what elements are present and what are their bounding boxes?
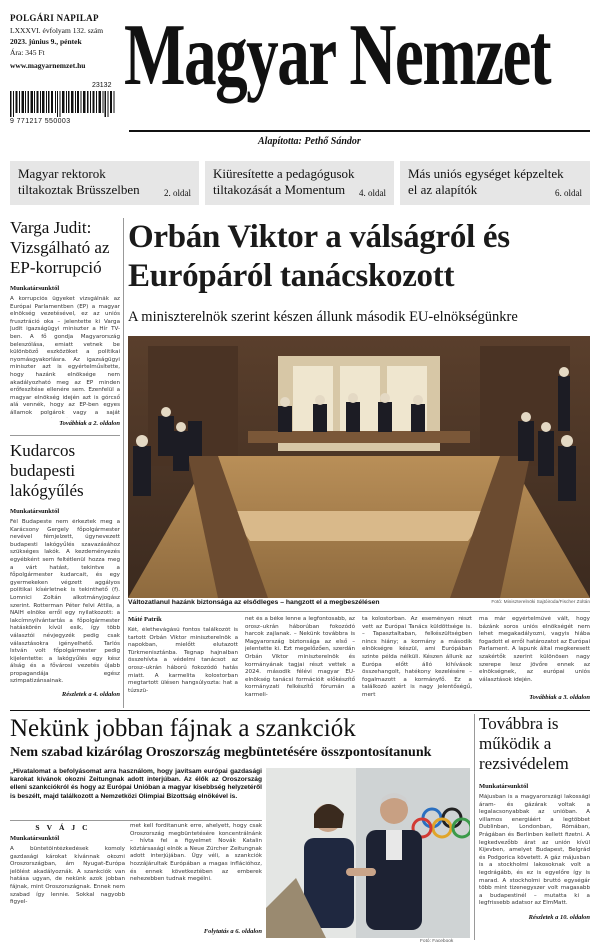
section-rule xyxy=(10,710,590,711)
continued-link[interactable]: Részletek a 4. oldalon xyxy=(61,691,120,698)
masthead-title: Magyar Nemzet xyxy=(124,7,551,104)
teaser-page: 2. oldal xyxy=(164,188,191,198)
divider xyxy=(128,611,590,612)
tagline: POLGÁRI NAPILAP xyxy=(10,13,99,23)
continued-link[interactable]: Részletek a 10. oldalon xyxy=(528,914,590,921)
volume: LXXXVI. évfolyam 132. szám xyxy=(10,26,104,35)
bottom-photo xyxy=(266,768,470,938)
continued-link[interactable]: Továbbiak a 3. oldalon xyxy=(529,694,590,701)
story-body: A korrupciós ügyeket vizsgálnák az Európai Parlamentben (EP) a magyar elnökség vezetésével, ez az uniós frusztráció oka – jelentette ki Varga Judit igazságügyi miniszter a Hír TV-ben. A fő gondja Magyarország beleszólása, emiatt vetnek be különböző eszközöket a politikai nyomásgyakorlásra. Az igazságügyi miniszter azt is egyértelműsítette, hogy hazánk elnöksége nem akadályozható meg az EP minden erőfeszítése ellenére sem. Ezenfelül a magyar elnökség idején azt is górcső alá vennék, hogy az EP-ben egyes államok polgárok vagy a saját xyxy=(10,296,120,416)
story-byline: Munkatársunktól xyxy=(10,285,60,292)
teaser-title: Magyar rektorok tiltakoztak Brüsszelben xyxy=(18,166,140,197)
continued-link[interactable]: Folytatás a 6. oldalon xyxy=(203,928,262,935)
story-body: Fél Budapeste nem érkeztek meg a Karácsony Gergely főpolgármester nevével fémjelzett, úgynevezett budapesti lakógyűlés szavazásához szükséges lakók. A kezdeményezés egyébként sem feltétlenül hozza meg a várt hatást, tekintve a főpolgármester kudarcait, és egy gyermekeken végzett aggályos politikai kísérletnek is tekinthető (f). Lomnici Zoltán alkotmányjogász szerint. Rotterman Péter felvi Attila, a NAIH elnöke erről egy nyilatkozott: a lakcímnyilvántartás a főpolgármester hatáskörén kívül esik, így több választói névjegyzék pedig csak választásokra igényelhető. Tarlós István volt főpolgármester pedig kijelentette: a lakógyűlés egy kész álság és a fővárosi vezetés újabb propagandája egész szimpatizánsainak. xyxy=(10,519,120,685)
divider xyxy=(10,820,262,821)
bottom-photo-credit: Fotó: Facebook xyxy=(420,939,454,944)
story-byline: Munkatársunktól xyxy=(10,508,60,515)
barcode xyxy=(10,82,118,128)
side-story-body: Májusban is a magyarországi lakossági áram- és gázárak voltak a legalacsonyabbak az unióban. A villamos energiáért a legtöbbet Dublinban, Londonban, Rómában, Prágában és Berlinben kellett fizetni. A legkedvezőbb árat az unión kívül Kijevben, amelyet Budapest, Belgrád és Podgorica követett. A gáz májusban is a stockholmi lakosoknak volt a legdrágább, és ez is egyelőre így is marad. A stockholmi bruttó egységár több mint tizenegyszer volt magasabb a budapestinél – mutatta ki a legfrissebb adatsor az ElmMatt. xyxy=(479,794,590,907)
story-title[interactable]: Varga Judit: Vizsgálható az EP-korrupció xyxy=(10,218,110,277)
lead-byline: Máté Patrik xyxy=(128,616,162,623)
lead-subheadline: A miniszterelnök szerint készen állunk második EU-elnökségünkre xyxy=(128,309,518,325)
side-story-byline: Munkatársunktól xyxy=(479,783,529,790)
teaser-title: Kiüresítette a pedagógusok tiltakozását a Momentum xyxy=(213,166,355,197)
bottom-byline: Munkatársunktól xyxy=(10,835,60,842)
continued-link[interactable]: Továbbiak a 2. oldalon xyxy=(59,420,120,427)
masthead xyxy=(0,0,600,160)
lead-body-col3: ta kolostorban. Az eseményen részt vett az Európai Tanács küldöttsége is. – Tapasztaltaban, felkészültségben nincs hiány; a kormány a második elnökségre készül, ami Európában szinte példa nélküli. Készen állunk az Európa előtt álló kihívások összehangolt, hatékony kezelésére – fogalmazott a kormányfő. Ez a találkozó azért is nagy jelentőségű, mert xyxy=(362,616,472,698)
bottom-body-col2: met kell fordítanunk erre, ahelyett, hogy csak Oroszország megbüntetésére koncentrálnánk – hívta fel a figyelmet Novák Katalin köztársasági elnök a Neue Zürcher Zeitungnak adott interjújában. Úgy véli, a szankciók hozzájárultak Európában a magas inflációhoz, és ennek következtében az emberek nehezebben tudnak megélni. xyxy=(130,823,262,883)
barcode-bars xyxy=(10,91,118,117)
barcode-issue-number: 23132 xyxy=(92,82,112,89)
photo-caption-row xyxy=(128,599,590,610)
column-divider xyxy=(123,218,124,708)
photo-credit: Fotó: Miniszterelnöki Sajtóiroda/Fischer Zoltán xyxy=(491,600,590,605)
left-column xyxy=(10,218,120,708)
masthead-rule xyxy=(129,130,590,132)
side-story-title[interactable]: Továbbra is működik a rezsivédelem xyxy=(479,714,569,773)
teaser-2[interactable] xyxy=(205,161,394,205)
section-tag: SVÁJC xyxy=(35,823,95,832)
bottom-body-col1: A büntetőintézkedések komoly gazdasági károkat kívánnak okozni Oroszországban, ám Nyugat-Európa jelölést akadályoznák. A szankciók van hatása ugyan, de nekünk azok jobban fájnak, mint Oroszországnak. Ennek nem szabad így lennie. Sokkal nagyobb figyel- xyxy=(10,846,125,906)
divider xyxy=(10,435,120,436)
lead-headline[interactable]: Orbán Viktor a válságról és Európáról tanácskozott xyxy=(128,219,510,294)
lead-photo xyxy=(128,336,590,598)
teaser-1[interactable] xyxy=(10,161,199,205)
price: Ára: 345 Ft xyxy=(10,48,45,57)
issue-date: 2023. június 9., péntek xyxy=(10,37,82,46)
lead-body-col2: net és a béke lenne a legfontosabb, az orosz–ukrán háborúban fokozódó harcok zajlanak. – Nekünk továbbra is Magyarország biztonsága az első – jelentette ki. Ezt megelőzően, szerdán Orbán Viktor miniszterelnök és kormányának tagjai részt vettek a 2024. második félévi magyar EU-elnökség tanácsi formációit előkészítő kormányzati felkészítő fórumán a karmeli- xyxy=(245,616,355,698)
story-title[interactable]: Kudarcos budapesti lakógyűlés xyxy=(10,441,84,500)
teaser-page: 6. oldal xyxy=(555,188,582,198)
founder: Alapította: Pethő Sándor xyxy=(258,136,361,147)
lead-body-col4: ma már egyértelművé vált, hogy bázánk soros uniós elnökségét nem lehet megakadályozni, vagyis hiába fogadott el erről határozatot az Európai Parlament. A lapunk által megkeresett szakértők szerint különösen nagy szerepe lesz jövőre ennek az elnökségnek, az európai uniós választások idején. xyxy=(479,616,590,683)
bottom-headline[interactable]: Nekünk jobban fájnak a szankciók xyxy=(10,715,356,742)
website: www.magyarnemzet.hu xyxy=(10,61,86,70)
photo-caption: Változatlanul hazánk biztonsága az elsődleges – hangzott el a megbeszélésen xyxy=(128,599,380,606)
column-divider xyxy=(474,714,475,940)
lead-body-col1: Két, élethevágású fontos találkozót is tartott Orbán Viktor miniszterelnök a napokban, mielőtt elutazott Türkmenisztánba. Tegnap hajnalban összehívta a védelmi tanácsot az orosz–ukrán háború fokozódó hatás miatt. A karmelita kolostorban megtartott ülésen hangsúlyozta: hat a túzszü- xyxy=(128,627,238,694)
bottom-intro: „Hivatalomat a befolyásomat arra használom, hogy javítsam európai gazdasági karokat kívánok okozni Zeitungnak adott interjúban. Az élők az Oroszország elleni szankciókról és hogy az Európai Unióban a magyar kisebbség helyzetéről is beszélt, majd találkozott a Nemzetközi Olimpiai Bizottság elnökével is. xyxy=(10,768,262,800)
teaser-title: Más uniós egységet képzeltek el az alapítók xyxy=(408,166,564,197)
teaser-3[interactable] xyxy=(400,161,590,205)
barcode-number: 9 771217 550003 xyxy=(10,118,71,125)
teaser-page: 4. oldal xyxy=(359,188,386,198)
bottom-subheadline: Nem szabad kizárólag Oroszország megbüntetésére összpontosítanunk xyxy=(10,745,432,760)
